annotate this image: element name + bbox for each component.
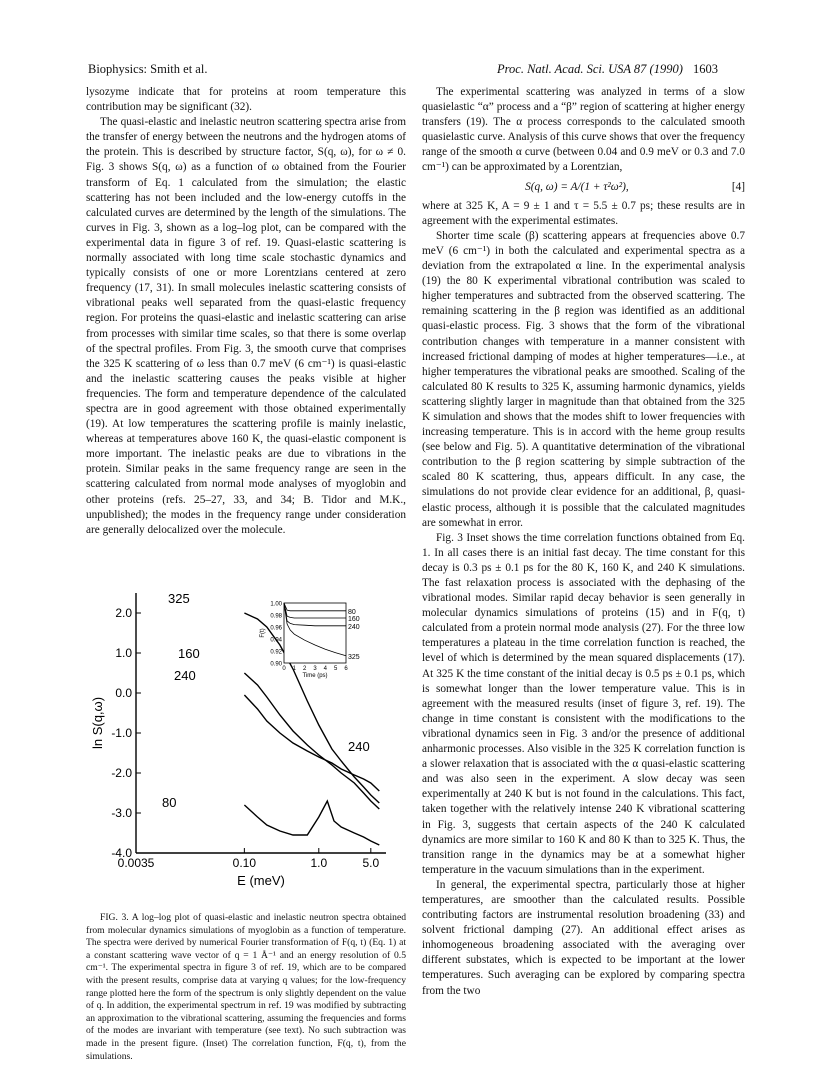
equation-text: S(q, ω) = A/(1 + τ²ω²),	[525, 180, 629, 193]
left-column	[86, 85, 406, 538]
curve-label: 240	[348, 739, 370, 754]
y-tick-label: -3.0	[111, 806, 132, 820]
curve-label: 160	[178, 646, 200, 661]
y-tick-label: 2.0	[115, 606, 132, 620]
inset-curve-label: 240	[348, 623, 360, 631]
paragraph: In general, the experimental spectra, particularly those at higher temperatures, are smoother than the calculated results. Possible contributing factors are instrumental resolution broadening (33) and solvent frictional damping (27). An additional effect arises as inhomogeneous broadening associated with the averaging over different substates, which is expected to be important at the lower temperatures. Such averaging can be explored by comparing spectra from the two	[422, 878, 745, 997]
curve-label: 325	[168, 591, 190, 606]
inset-x-tick-label: 1	[292, 666, 297, 672]
equation-4	[422, 180, 745, 195]
inset-x-tick-label: 4	[323, 666, 328, 672]
y-axis-label: ln S(q,ω)	[90, 696, 105, 750]
y-tick-label: 0.0	[115, 686, 132, 700]
paragraph: Shorter time scale (β) scattering appears at frequencies above 0.7 meV (6 cm⁻¹) in both the calculated and experimental spectra as a deviation from the extrapolated α line. In the experimental analysis (19) the 80 K experimental vibrational contribution was scaled to higher temperatures and subtracted from the observed scattering. The remaining scattering in the β region was identified as an additional quasi-elastic process. Fig. 3 shows that the form of the vibrational contribution changes with temperature in a manner consistent with increased frictional damping of modes at higher temperatures—i.e., at higher temperatures the vibrational peaks are smoothed. Scaling of the calculated 80 K results to 325 K, assuming harmonic dynamics, yields scattering slightly larger in magnitude than that obtained from the 325 K simulation and shows that the modes shift to lower frequencies with increasing temperature. This is in accord with the heme group results (see below and Fig. 5). A quantitative determination of the vibrational contribution to the β region scattering by simple subtraction of the scaled 80 K scattering, thus, appears difficult. In any case, the simulations do not provide clear evidence for an additional, β, quasi-elastic process, although it is possible that the calculated magnitudes are somewhat in error.	[422, 229, 745, 529]
right-column	[422, 85, 745, 999]
inset-y-tick-label: 0.96	[270, 625, 282, 632]
inset-x-axis-label: Time (ps)	[302, 673, 328, 679]
paragraph: where at 325 K, A = 9 ± 1 and τ = 5.5 ± 0.7 ps; these results are in agreement with the experimental estimates.	[422, 199, 745, 227]
x-tick-label: 0.10	[232, 856, 257, 870]
inset-y-tick-label: 0.94	[270, 637, 282, 644]
running-header-journal: Proc. Natl. Acad. Sci. USA 87 (1990)	[497, 62, 683, 76]
y-tick-label: 1.0	[115, 646, 132, 660]
curve-label: 80	[162, 795, 177, 810]
inset-y-tick-label: 0.98	[270, 613, 282, 620]
paragraph: lysozyme indicate that for proteins at room temperature this contribution may be significant (32).	[86, 86, 406, 114]
inset-y-tick-label: 0.90	[270, 661, 282, 668]
x-tick-label: 5.0	[362, 856, 380, 870]
series-line-80	[244, 801, 379, 845]
inset-y-tick-label: 1.00	[270, 601, 282, 608]
inset-y-axis-label: F(t)	[260, 628, 266, 638]
running-header-authors: Biophysics: Smith et al.	[88, 62, 208, 76]
inset-x-tick-label: 0	[282, 666, 286, 672]
paragraph: The experimental scattering was analyzed in terms of a slow quasielastic “α” process and a “β” region of scattering at higher energy transfers (19). The α process corresponds to the calculated smooth quasielastic curve. Analysis of this curve shows that over the frequency range of the smooth α curve (between 0.04 and 0.9 meV or 0.3 and 7.0 cm⁻¹) can be approximated by a Lorentzian,	[422, 86, 745, 174]
inset-y-tick-label: 0.92	[270, 649, 282, 656]
x-tick-label: 0.0035	[117, 856, 155, 870]
inset-curve-label: 325	[348, 653, 360, 661]
inset-curve-label: 80	[348, 608, 356, 616]
y-tick-label: -1.0	[111, 726, 132, 740]
inset-x-tick-label: 2	[302, 666, 307, 672]
inset-curve-label: 160	[348, 616, 360, 623]
curve-label: 240	[174, 668, 196, 683]
x-axis-label: E (meV)	[237, 873, 285, 888]
paragraph: The quasi-elastic and inelastic neutron scattering spectra arise from the transfer of energy between the neutrons and the hydrogen atoms of the protein. This is described by structure factor, S(q, ω), for ω ≠ 0. Fig. 3 shows S(q, ω) as a function of ω obtained from the Fourier transform of Eq. 1 calculated from the simulation; the elastic scattering has not been included and the low-energy cutoffs in the calculated curves are determined by the length of the simulations. The curves in Fig. 3, shown as a log–log plot, can be compared with the experimental data in figure 3 of ref. 19. Quasi-elastic scattering is normally associated with long time scale stochastic dynamics and typically consists of one or more Lorentzians centered at zero frequency (17, 31). In small molecules inelastic scattering consists of vibrational peaks well separated from the quasi-elastic frequency region. For proteins the quasi-elastic and inelastic scattering can arise from processes with similar time scales, so that there is some overlap of the spectral profiles. From Fig. 3, the smooth curve that comprises the 325 K scattering of ω less than 0.7 meV (6 cm⁻¹) is quasi-elastic and the inelastic scattering causes the peaks visible at higher frequencies. The form and temperature dependence of the calculated spectra are in good agreement with those obtained experimentally (19). At low temperatures the scattering profile is mainly inelastic, whereas at temperatures above 160 K, the quasi-elastic component is more important. The inelastic peaks are due to vibrations in the protein. Similar peaks in the same frequency range are seen in the scattering calculated from normal mode analyses of myoglobin and other proteins (refs. 25–27, 33, and 34; B. Tidor and M.K., unpublished); the modes in the frequency range under consideration are generally delocalized over the molecule.	[86, 116, 406, 536]
figure-caption	[86, 912, 406, 1063]
inset-x-tick-label: 5	[333, 666, 338, 672]
inset-x-tick-label: 6	[344, 666, 348, 672]
x-tick-label: 1.0	[310, 856, 328, 870]
y-tick-label: -2.0	[111, 766, 132, 780]
y-tick-label: -4.0	[111, 846, 132, 860]
caption-text: FIG. 3. A log–log plot of quasi-elastic and inelastic neutron spectra obtained from molecular dynamics simulations of myoglobin as a function of temperature. The spectra were derived by numerical Fourier transformation of F(q, t) (Eq. 1) at a constant scattering wave vector of q = 1 Å⁻¹ and an energy resolution of 0.5 cm⁻¹. The experimental spectra in figure 3 of ref. 19, which are to be compared with the present results, comprise data at varying q values; for the low-frequency range plotted here the form of the spectrum is only slightly dependent on the value of q. In addition, the experimental spectrum in ref. 19 was modified by subtracting an approximation to the vibrational scattering, assuming the frequencies and forms of the modes are invariant with temperature (see text). No such subtraction was made in the present figure. (Inset) The correlation function, F(q, t), from the simulations.	[86, 912, 406, 1062]
paragraph: Fig. 3 Inset shows the time correlation functions obtained from Eq. 1. In all cases there is an initial fast decay. The time constant for this decay is 0.3 ps ± 0.1 ps for the 80 K, 160 K, and 240 K simulations. The fast relaxation process is associated with the dephasing of the vibrational modes. Similar rapid decay behavior is seen generally in molecular dynamics simulations of proteins (15) and in F(q, t) calculated from a protein normal mode analysis (27). For the three low temperatures a plateau in the time correlation function is reached, the level of which is determined by the mean squared displacements (17). At 325 K the time constant of the initial decay is 0.5 ps ± 0.1 ps, which is somewhat longer than the lower temperature value. This is in agreement with the measured results (inset of figure 3, ref. 19). The change in time constant is consistent with the modifications to the vibrational dynamics seen in Fig. 3 and/or the presence of additional anharmonic processes. Also visible in the 325 K correlation function is a slower relaxation that is associated with the α quasi-elastic scattering and was also seen in the experiment. A slow decay was seen experimentally at 240 K but is not found in the calculations. This fact, taken together with the relatively intense 240 K vibrational scattering in Fig. 3, suggests that certain aspects of the 240 K calculated dynamics are more similar to 160 K and 80 K than to 325 K. Thus, the transition range in the dynamics may be at a somewhat higher temperature in the vacuum simulations than in the experiment.	[422, 531, 745, 876]
inset-x-tick-label: 3	[313, 666, 317, 672]
inset-plot	[260, 602, 360, 680]
equation-number: [4]	[731, 180, 745, 193]
figure-3	[86, 583, 406, 893]
page-number: 1603	[693, 62, 718, 76]
